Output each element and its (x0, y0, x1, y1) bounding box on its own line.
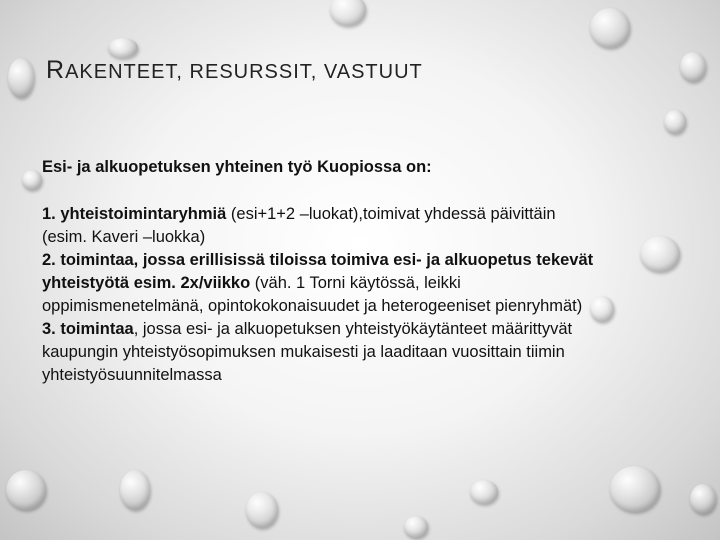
water-drop-decoration (8, 58, 34, 98)
list-item-2 (42, 249, 602, 318)
slide-body (42, 156, 602, 387)
water-drop-decoration (6, 470, 46, 510)
water-drop-decoration (22, 170, 42, 190)
water-drop-decoration (680, 52, 706, 82)
water-drop-decoration (120, 470, 150, 510)
water-drop-decoration (664, 110, 686, 134)
water-drop-decoration (470, 480, 498, 504)
list-item-3-text: , jossa esi- ja alkuopetuksen yhteistyökäytänteet määrittyvät kaupungin yhteistyösopimuksen mukaisesti ja laaditaan vuosittain tiimin yhteistyösuunnitelmassa (42, 320, 573, 384)
slide-title-initial: R (46, 56, 66, 84)
list-item-1 (42, 203, 602, 249)
list-item-2-bold: 2. toimintaa, jossa erillisissä tiloissa toimiva esi- ja alkuopetus tekevät yhteistyötä esim. 2x/viikko (42, 251, 594, 292)
water-drop-decoration (590, 8, 630, 48)
list-item-2-text: (väh. 1 Torni käytössä, leikki oppimismenetelmänä, opintokokonaisuudet ja heterogeeniset pienryhmät) (42, 274, 583, 315)
list-item-1-bold: 1. yhteistoimintaryhmiä (42, 205, 227, 223)
water-drop-decoration (108, 38, 138, 58)
list-item-3 (42, 318, 602, 387)
water-drop-decoration (404, 516, 428, 538)
body-heading: Esi- ja alkuopetuksen yhteinen työ Kuopiossa on: (42, 158, 432, 176)
water-drop-decoration (610, 466, 660, 512)
water-drop-decoration (246, 492, 278, 528)
water-drop-decoration (690, 484, 716, 514)
list-item-3-bold: 3. toimintaa (42, 320, 134, 338)
slide-title-rest: AKENTEET, RESURSSIT, VASTUUT (65, 61, 423, 83)
water-drop-decoration (330, 0, 366, 26)
water-drop-decoration (640, 236, 680, 272)
list-item-1-text: (esi+1+2 –luokat),toimivat yhdessä päivittäin (esim. Kaveri –luokka) (42, 205, 556, 246)
slide-title (46, 56, 423, 85)
